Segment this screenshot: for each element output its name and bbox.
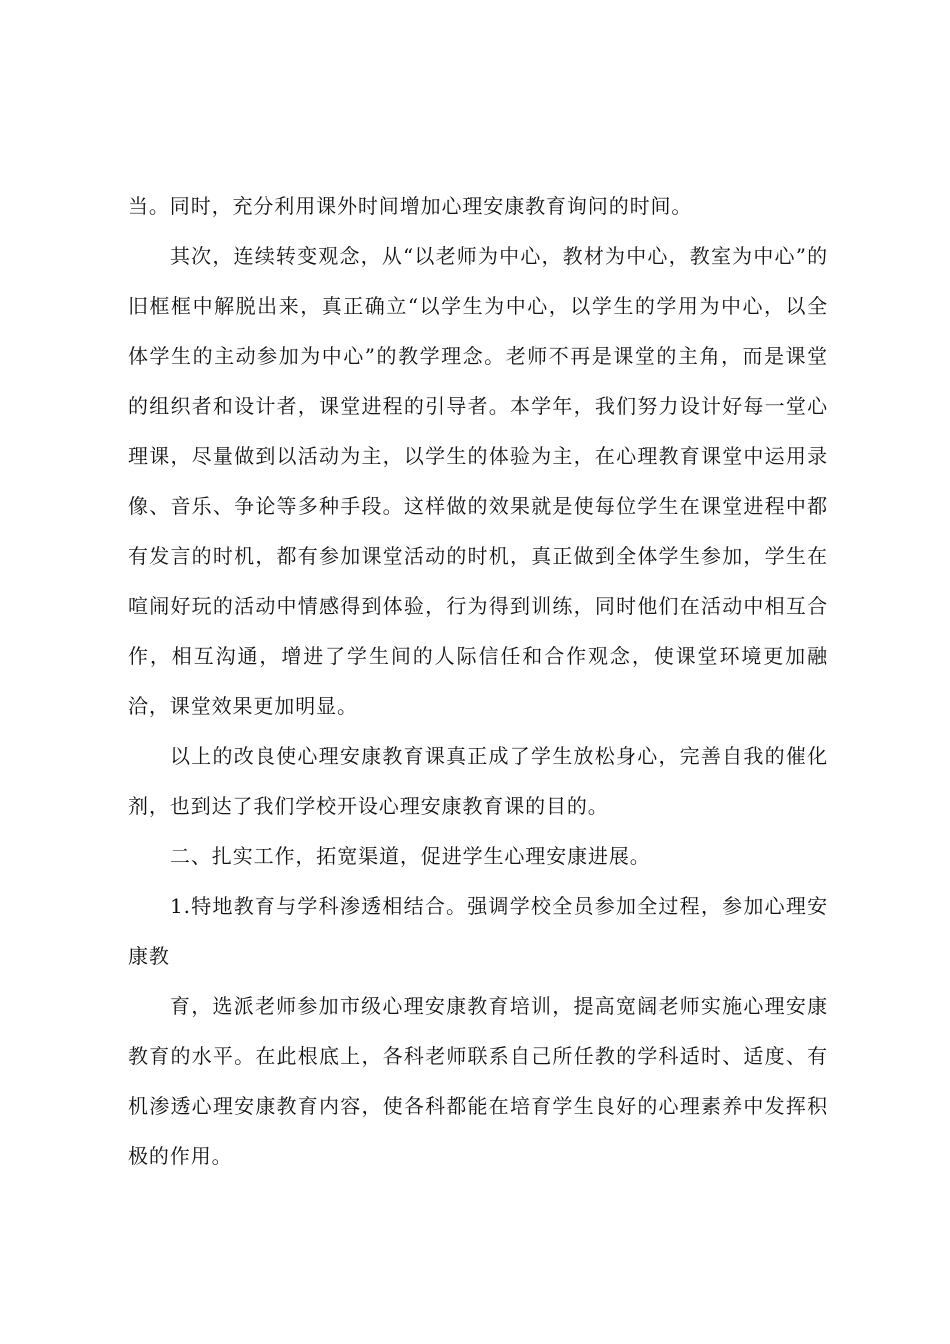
section-heading-two: 二、扎实工作，拓宽渠道，促进学生心理安康进展。: [170, 844, 651, 868]
paragraph-continuation: 当。同时，充分利用课外时间增加心理安康教育询问的时间。: [128, 194, 693, 218]
document-body: [128, 181, 828, 1181]
paragraph-improvement-result: 以上的改良使心理安康教育课真正成了学生放松身心，完善自我的催化剂，也到达了我们学校开设心理安康教育课的目的。: [128, 744, 828, 818]
paragraph-teacher-training: 育，选派老师参加市级心理安康教育培训，提高宽阔老师实施心理安康教育的水平。在此根底上，各科老师联系自己所任教的学科适时、适度、有机渗透心理安康教育内容，使各科都能在培育学生良好的心理素养中发挥积极的作用。: [128, 994, 828, 1168]
list-item-one: 1.特地教育与学科渗透相结合。强调学校全员参加全过程，参加心理安康教: [128, 894, 828, 968]
paragraph-teaching-concept: 其次，连续转变观念，从“以老师为中心，教材为中心，教室为中心”的旧框框中解脱出来，真正确立“以学生为中心，以学生的学用为中心，以全体学生的主动参加为中心”的教学理念。老师不再是课堂的主角，而是课堂的组织者和设计者，课堂进程的引导者。本学年，我们努力设计好每一堂心理课，尽量做到以活动为主，以学生的体验为主，在心理教育课堂中运用录像、音乐、争论等多种手段。这样做的效果就是使每位学生在课堂进程中都有发言的时机，都有参加课堂活动的时机，真正做到全体学生参加，学生在喧闹好玩的活动中情感得到体验，行为得到训练，同时他们在活动中相互合作，相互沟通，增进了学生间的人际信任和合作观念，使课堂环境更加融洽，课堂效果更加明显。: [128, 244, 828, 718]
